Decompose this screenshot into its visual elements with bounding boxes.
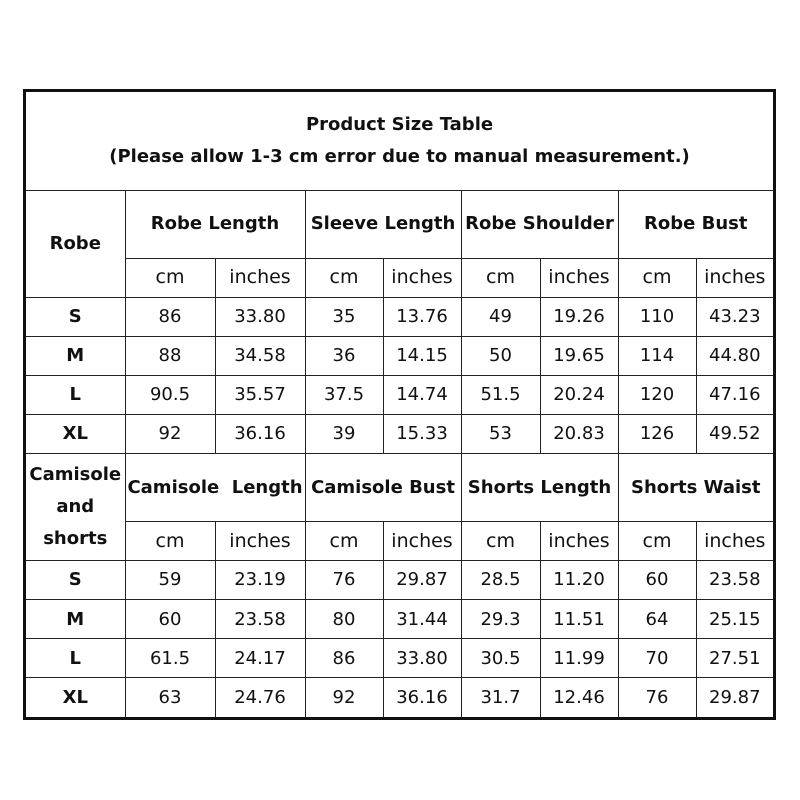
table-cell: 92 (125, 415, 215, 454)
camisole-group-header-row (26, 454, 773, 522)
unit-header: inches (696, 522, 773, 561)
table-cell: 19.65 (540, 336, 618, 375)
table-cell: 25.15 (696, 600, 773, 639)
camisole-group-header: Camisole Bust (305, 454, 461, 522)
table-cell: 37.5 (305, 375, 383, 414)
unit-header: cm (305, 522, 383, 561)
table-cell: 14.74 (383, 375, 461, 414)
camisole-unit-row (26, 522, 773, 561)
table-cell: 31.7 (461, 678, 540, 717)
table-cell: 24.76 (215, 678, 305, 717)
size-label: S (26, 297, 125, 336)
table-cell: 24.17 (215, 639, 305, 678)
table-cell: 49.52 (696, 415, 773, 454)
size-table-frame (23, 89, 776, 720)
table-cell: 11.99 (540, 639, 618, 678)
table-cell: 61.5 (125, 639, 215, 678)
table-cell: 76 (618, 678, 696, 717)
table-cell: 114 (618, 336, 696, 375)
table-cell: 86 (125, 297, 215, 336)
camisole-section-label (26, 454, 125, 561)
table-cell: 88 (125, 336, 215, 375)
table-cell: 86 (305, 639, 383, 678)
table-cell: 63 (125, 678, 215, 717)
table-row (26, 600, 773, 639)
unit-header: cm (618, 522, 696, 561)
table-cell: 43.23 (696, 297, 773, 336)
robe-group-header-row (26, 190, 773, 258)
table-cell: 14.15 (383, 336, 461, 375)
unit-header: cm (305, 258, 383, 297)
size-label: XL (26, 415, 125, 454)
table-cell: 23.19 (215, 561, 305, 600)
table-row (26, 415, 773, 454)
unit-header: inches (540, 258, 618, 297)
table-cell: 11.51 (540, 600, 618, 639)
robe-group-header: Sleeve Length (305, 190, 461, 258)
table-cell: 110 (618, 297, 696, 336)
robe-group-header: Robe Length (125, 190, 305, 258)
size-table (26, 92, 773, 717)
unit-header: inches (696, 258, 773, 297)
unit-header: cm (461, 258, 540, 297)
table-cell: 120 (618, 375, 696, 414)
camisole-section-label-line: shorts (43, 528, 108, 550)
table-cell: 80 (305, 600, 383, 639)
unit-header: inches (383, 258, 461, 297)
table-cell: 60 (618, 561, 696, 600)
table-cell: 39 (305, 415, 383, 454)
table-cell: 11.20 (540, 561, 618, 600)
size-label: M (26, 336, 125, 375)
table-cell: 23.58 (696, 561, 773, 600)
table-row (26, 639, 773, 678)
table-cell: 15.33 (383, 415, 461, 454)
table-cell: 13.76 (383, 297, 461, 336)
table-cell: 20.24 (540, 375, 618, 414)
table-cell: 70 (618, 639, 696, 678)
table-cell: 33.80 (383, 639, 461, 678)
table-cell: 12.46 (540, 678, 618, 717)
camisole-section-label-line: Camisole (29, 464, 122, 486)
table-cell: 44.80 (696, 336, 773, 375)
table-cell: 35.57 (215, 375, 305, 414)
table-row (26, 678, 773, 717)
size-label: L (26, 375, 125, 414)
unit-header: cm (461, 522, 540, 561)
table-cell: 28.5 (461, 561, 540, 600)
table-cell: 64 (618, 600, 696, 639)
table-cell: 126 (618, 415, 696, 454)
unit-header: inches (215, 522, 305, 561)
size-label: M (26, 600, 125, 639)
table-cell: 34.58 (215, 336, 305, 375)
table-cell: 76 (305, 561, 383, 600)
table-cell: 36.16 (215, 415, 305, 454)
size-label: L (26, 639, 125, 678)
robe-group-header: Robe Shoulder (461, 190, 618, 258)
unit-header: cm (618, 258, 696, 297)
camisole-group-header: Camisole Length (125, 454, 305, 522)
title-row (26, 92, 773, 190)
table-row (26, 561, 773, 600)
unit-header: cm (125, 258, 215, 297)
unit-header: inches (540, 522, 618, 561)
size-label: XL (26, 678, 125, 717)
robe-unit-row (26, 258, 773, 297)
table-cell: 35 (305, 297, 383, 336)
robe-group-header: Robe Bust (618, 190, 773, 258)
unit-header: inches (215, 258, 305, 297)
size-label: S (26, 561, 125, 600)
table-cell: 59 (125, 561, 215, 600)
table-cell: 30.5 (461, 639, 540, 678)
table-cell: 36.16 (383, 678, 461, 717)
table-cell: 47.16 (696, 375, 773, 414)
table-cell: 51.5 (461, 375, 540, 414)
table-cell: 19.26 (540, 297, 618, 336)
table-cell: 92 (305, 678, 383, 717)
table-row (26, 336, 773, 375)
camisole-group-header: Shorts Waist (618, 454, 773, 522)
table-subtitle: (Please allow 1-3 cm error due to manual measurement.) (109, 145, 690, 167)
table-cell: 90.5 (125, 375, 215, 414)
table-row (26, 375, 773, 414)
table-cell: 29.87 (696, 678, 773, 717)
unit-header: cm (125, 522, 215, 561)
table-cell: 36 (305, 336, 383, 375)
table-cell: 53 (461, 415, 540, 454)
table-cell: 33.80 (215, 297, 305, 336)
table-cell: 29.3 (461, 600, 540, 639)
table-cell: 50 (461, 336, 540, 375)
robe-section-label: Robe (26, 190, 125, 297)
table-cell: 60 (125, 600, 215, 639)
camisole-group-header: Shorts Length (461, 454, 618, 522)
table-cell: 20.83 (540, 415, 618, 454)
table-cell: 23.58 (215, 600, 305, 639)
table-row (26, 297, 773, 336)
table-cell: 27.51 (696, 639, 773, 678)
camisole-section-label-line: and (56, 496, 95, 518)
table-cell: 49 (461, 297, 540, 336)
table-cell: 29.87 (383, 561, 461, 600)
table-title: Product Size Table (305, 113, 494, 135)
unit-header: inches (383, 522, 461, 561)
table-title-cell (26, 92, 773, 190)
table-cell: 31.44 (383, 600, 461, 639)
